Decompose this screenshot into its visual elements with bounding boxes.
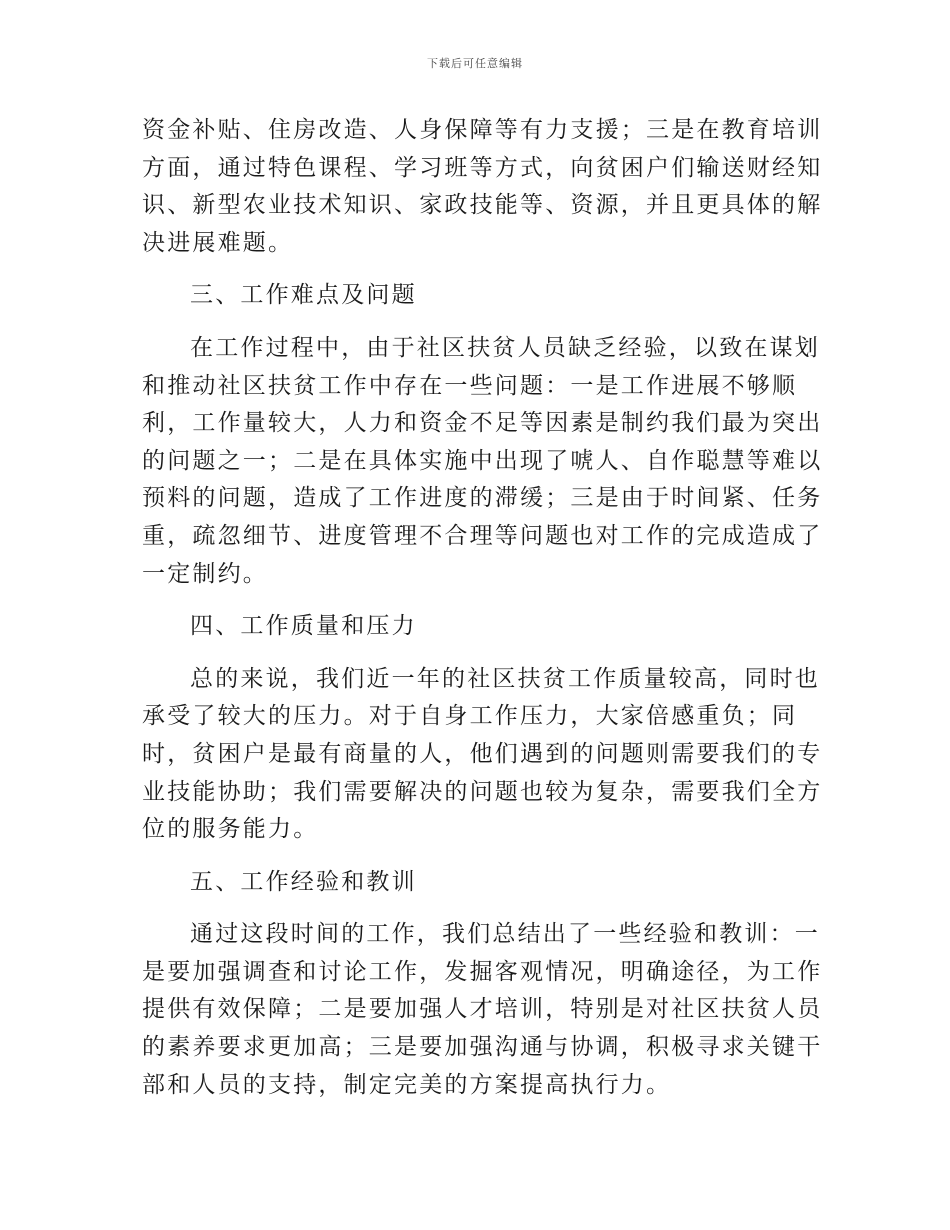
paragraph-line: 资金补贴、住房改造、人身保障等有力支援；三是在教育培训: [142, 117, 823, 143]
paragraph-line: 和推动社区扶贫工作中存在一些问题：一是工作进展不够顺: [142, 372, 798, 399]
paragraph-line: 的素养要求更加高；三是要加强沟通与协调，积极寻求关键干: [142, 1034, 823, 1061]
paragraph-difficulties: [142, 330, 823, 593]
paragraph-line: 预料的问题，造成了工作进度的滞缓；三是由于时间紧、任务: [142, 485, 823, 512]
paragraph-line: 部和人员的支持，制定完美的方案提高执行力。: [142, 1071, 672, 1098]
paragraph-line: 在工作过程中，由于社区扶贫人员缺乏经验，以致在谋划: [190, 334, 820, 361]
paragraph-line: 利，工作量较大，人力和资金不足等因素是制约我们最为突出: [142, 410, 823, 437]
paragraph-line: 总的来说，我们近一年的社区扶贫工作质量较高，同时也: [190, 665, 820, 692]
paragraph-line: 时，贫困户是最有商量的人，他们遇到的问题则需要我们的专: [142, 740, 823, 767]
paragraph-line: 提供有效保障；二是要加强人才培训，特别是对社区扶贫人员: [142, 996, 823, 1023]
paragraph-line: 识、新型农业技术知识、家政技能等、资源，并且更具体的解: [142, 192, 823, 219]
paragraph-line: 业技能协助；我们需要解决的问题也较为复杂，需要我们全方: [142, 778, 823, 805]
paragraph-continuation: [142, 112, 823, 262]
section-heading-5: 五、工作经验和教训: [190, 868, 417, 895]
section-heading-3: 三、工作难点及问题: [190, 282, 417, 309]
document-body: [142, 112, 823, 1104]
paragraph-lessons: [142, 916, 823, 1104]
page-header: 下载后可任意编辑: [427, 57, 523, 70]
paragraph-line: 通过这段时间的工作，我们总结出了一些经验和教训：一: [190, 921, 820, 948]
paragraph-line: 位的服务能力。: [142, 816, 319, 843]
paragraph-line: 一定制约。: [142, 560, 268, 587]
paragraph-line: 决进展难题。: [142, 229, 294, 256]
paragraph-line: 重，疏忽细节、进度管理不合理等问题也对工作的完成造成了: [142, 522, 823, 549]
paragraph-line: 承受了较大的压力。对于自身工作压力，大家倍感重负；同: [142, 703, 798, 730]
paragraph-line: 的问题之一；二是在具体实施中出现了唬人、自作聪慧等难以: [142, 447, 823, 474]
paragraph-quality: [142, 661, 823, 849]
paragraph-line: 是要加强调查和讨论工作，发掘客观情况，明确途径，为工作: [142, 958, 823, 985]
section-heading-4: 四、工作质量和压力: [190, 613, 417, 640]
paragraph-line: 方面，通过特色课程、学习班等方式，向贫困户们输送财经知: [142, 154, 823, 181]
